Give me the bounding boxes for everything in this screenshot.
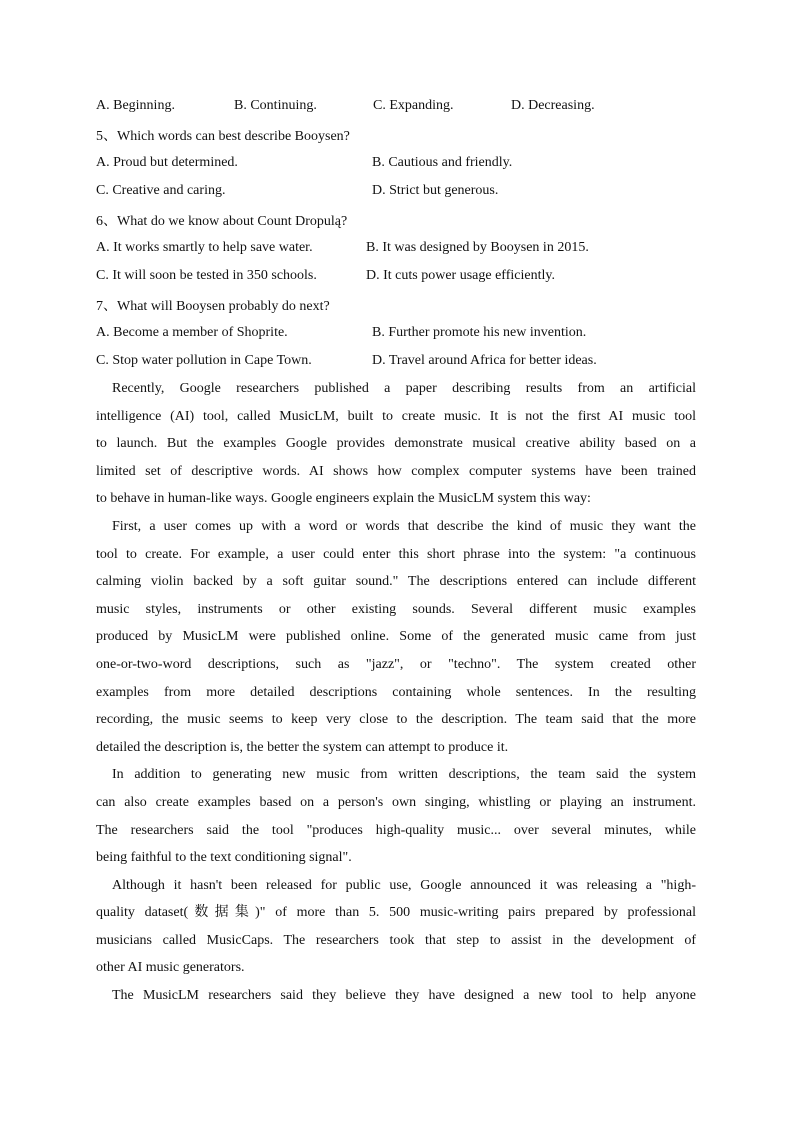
q7-options-row1: [96, 319, 696, 347]
paragraph-line: Recently, Google researchers published a paper describing results from an artificial: [112, 381, 696, 396]
paragraph-line: The researchers said the tool "produces high-quality music... over several minutes, while: [96, 822, 696, 838]
option-b[interactable]: B. Further promote his new invention.: [372, 325, 587, 340]
paragraph-line: being faithful to the text conditioning signal".: [96, 850, 352, 866]
option-a[interactable]: A. Beginning.: [96, 98, 175, 113]
paragraph-line: examples from more detailed descriptions containing whole sentences. In the resulting: [96, 684, 696, 700]
paragraph-line: calming violin backed by a soft guitar sound." The descriptions entered can include different: [96, 574, 696, 590]
option-a[interactable]: A. Become a member of Shoprite.: [96, 325, 288, 340]
exam-page: [96, 92, 696, 1010]
option-a[interactable]: A. It works smartly to help save water.: [96, 240, 313, 255]
q4-options: [96, 92, 696, 120]
paragraph-line: other AI music generators.: [96, 960, 245, 976]
option-c[interactable]: C. Stop water pollution in Cape Town.: [96, 353, 312, 368]
q6-options-row1: [96, 234, 696, 262]
paragraph-line: quality dataset(数据集)" of more than 5. 500 music-writing pairs prepared by professional: [96, 905, 696, 921]
paragraph-line: tool to create. For example, a user could enter this short phrase into the system: "a continuous: [96, 546, 696, 562]
option-b[interactable]: B. Continuing.: [234, 98, 317, 113]
option-b[interactable]: B. It was designed by Booysen in 2015.: [366, 240, 589, 255]
option-d[interactable]: D. Decreasing.: [511, 98, 595, 113]
paragraph-line: The MusicLM researchers said they believe they have designed a new tool to help anyone: [112, 988, 696, 1004]
paragraph-line: produced by MusicLM were published online. Some of the generated music came from just: [96, 629, 696, 645]
paragraph-line: detailed the description is, the better the system can attempt to produce it.: [96, 739, 509, 755]
option-a[interactable]: A. Proud but determined.: [96, 155, 238, 170]
passage-paragraph-2: [96, 513, 696, 761]
paragraph-line: to behave in human-like ways. Google engineers explain the MusicLM system this way:: [96, 491, 591, 507]
paragraph-line: In addition to generating new music from written descriptions, the team said the system: [112, 767, 696, 783]
q6-options-row2: [96, 262, 696, 290]
option-d[interactable]: D. Strict but generous.: [372, 183, 499, 198]
paragraph-line: limited set of descriptive words. AI shows how complex computer systems have been trained: [96, 463, 696, 479]
option-d[interactable]: D. Travel around Africa for better ideas.: [372, 353, 597, 368]
q6-stem: 6、What do we know about Count Dropulą?: [96, 213, 348, 229]
option-d[interactable]: D. It cuts power usage efficiently.: [366, 268, 555, 283]
q5-stem: 5、Which words can best describe Booysen?: [96, 128, 350, 144]
passage-paragraph-5: [96, 982, 696, 1010]
paragraph-line: recording, the music seems to keep very close to the description. The team said that the more: [96, 712, 696, 728]
q7-stem: 7、What will Booysen probably do next?: [96, 298, 330, 314]
option-b[interactable]: B. Cautious and friendly.: [372, 155, 513, 170]
paragraph-line: First, a user comes up with a word or words that describe the kind of music they want the: [112, 518, 696, 534]
paragraph-line: one-or-two-word descriptions, such as "jazz", or "techno". The system created other: [96, 656, 696, 672]
paragraph-line: can also create examples based on a person's own singing, whistling or playing an instrument.: [96, 794, 696, 810]
option-c[interactable]: C. It will soon be tested in 350 schools.: [96, 268, 317, 283]
q7-options-row2: [96, 347, 696, 375]
passage-paragraph-4: [96, 872, 696, 982]
paragraph-line: to launch. But the examples Google provides demonstrate musical creative ability based on a: [96, 436, 696, 452]
paragraph-line: intelligence (AI) tool, called MusicLM, built to create music. It is not the first AI music tool: [96, 408, 696, 424]
option-c[interactable]: C. Creative and caring.: [96, 183, 226, 198]
paragraph-line: Although it hasn't been released for public use, Google announced it was releasing a "high-: [112, 877, 696, 893]
paragraph-line: music styles, instruments or other existing sounds. Several different music examples: [96, 601, 696, 617]
paragraph-line: musicians called MusicCaps. The researchers took that step to assist in the development of: [96, 932, 696, 948]
passage-paragraph-3: [96, 761, 696, 871]
option-c[interactable]: C. Expanding.: [373, 98, 454, 113]
q5-options-row2: [96, 177, 696, 205]
q5-options-row1: [96, 149, 696, 177]
passage-paragraph-1: [96, 375, 696, 513]
